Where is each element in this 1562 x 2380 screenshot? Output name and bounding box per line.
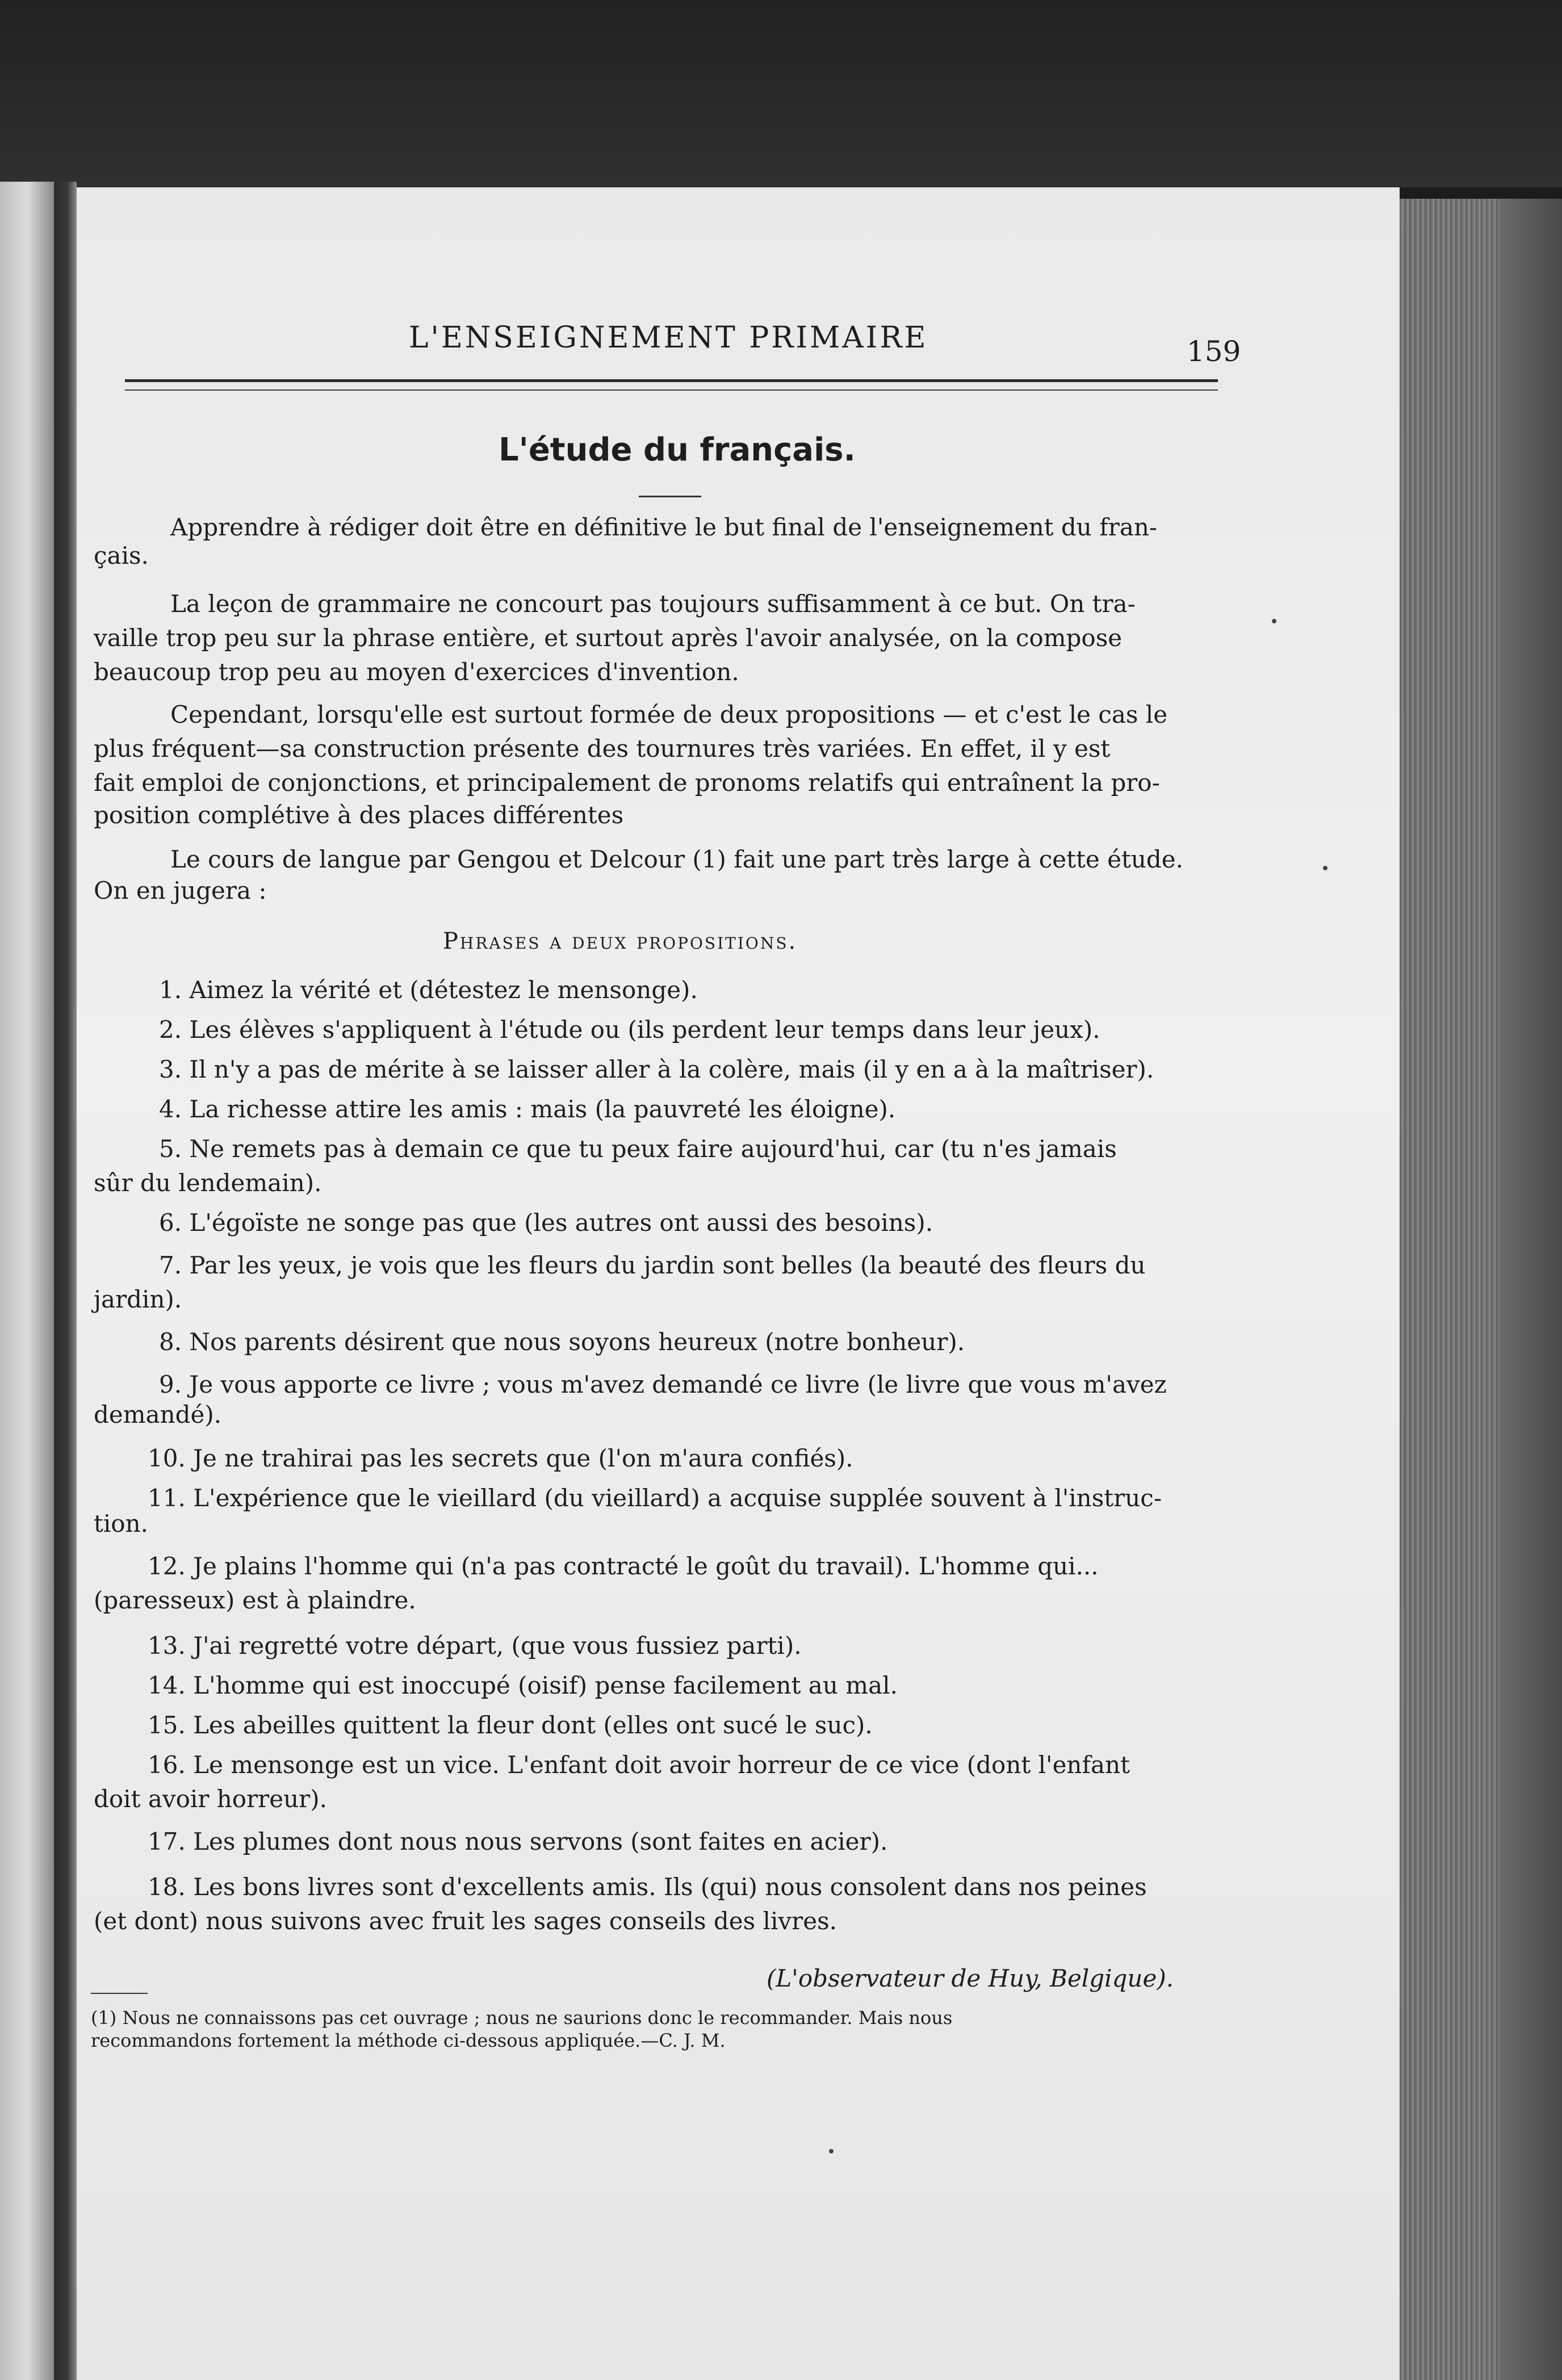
paragraph-line: position complétive à des places différentes: [94, 801, 624, 829]
example-line: 17. Les plumes dont nous nous servons (sont faites en acier).: [148, 1828, 888, 1855]
example-line: 14. L'homme qui est inoccupé (oisif) pense facilement au mal.: [148, 1671, 898, 1699]
paragraph-line: La leçon de grammaire ne concourt pas toujours suffisamment à ce but. On tra-: [170, 590, 1136, 618]
page-number: 159: [1187, 335, 1241, 368]
section-heading: Phrases a deux propositions.: [443, 928, 798, 954]
example-line: (et dont) nous suivons avec fruit les sages conseils des livres.: [94, 1907, 837, 1935]
paragraph-line: vaille trop peu sur la phrase entière, et surtout après l'avoir analysée, on la compose: [94, 624, 1123, 652]
paragraph-line: Le cours de langue par Gengou et Delcour (1) fait une part très large à cette étude.: [170, 845, 1183, 873]
scan-speck: [1272, 619, 1276, 623]
example-line: 4. La richesse attire les amis : mais (la pauvreté les éloigne).: [159, 1095, 896, 1123]
stacked-page-edges: [1391, 199, 1562, 2380]
left-page-edge: [0, 182, 54, 2380]
example-line: 8. Nos parents désirent que nous soyons heureux (notre bonheur).: [159, 1328, 965, 1356]
footnote-rule: [91, 1993, 148, 1994]
example-line: 1. Aimez la vérité et (détestez le mensonge).: [159, 976, 698, 1004]
footnote-line: recommandons fortement la méthode ci-dessous appliquée.—C. J. M.: [91, 2030, 726, 2051]
example-line: 12. Je plains l'homme qui (n'a pas contracté le goût du travail). L'homme qui...: [148, 1552, 1099, 1580]
example-line: 9. Je vous apporte ce livre ; vous m'avez demandé ce livre (le livre que vous m'avez: [159, 1371, 1167, 1398]
scan-speck: [1323, 866, 1328, 870]
article-title: L'étude du français.: [499, 431, 856, 468]
example-line: 10. Je ne trahirai pas les secrets que (l'on m'aura confiés).: [148, 1444, 853, 1472]
paragraph-line: fait emploi de conjonctions, et principalement de pronoms relatifs qui entraînent la pro-: [94, 769, 1160, 797]
paragraph-line: On en jugera :: [94, 877, 267, 904]
example-line: 18. Les bons livres sont d'excellents amis. Ils (qui) nous consolent dans nos peines: [148, 1873, 1147, 1901]
running-header: L'ENSEIGNEMENT PRIMAIRE: [409, 321, 928, 355]
scan-speck: [829, 2149, 834, 2153]
example-line: 15. Les abeilles quittent la fleur dont (elles ont sucé le suc).: [148, 1711, 873, 1739]
example-line: 7. Par les yeux, je vois que les fleurs du jardin sont belles (la beauté des fleurs du: [159, 1251, 1146, 1279]
title-separator: [639, 496, 701, 497]
paragraph-line: Cependant, lorsqu'elle est surtout formée de deux propositions — et c'est le cas le: [170, 701, 1168, 728]
example-line: demandé).: [94, 1401, 222, 1428]
book-binding: [54, 182, 77, 2380]
example-line: 3. Il n'y a pas de mérite à se laisser aller à la colère, mais (il y en a à la maîtriser).: [159, 1055, 1154, 1083]
header-rule-thick: [125, 379, 1218, 382]
example-line: (paresseux) est à plaindre.: [94, 1586, 416, 1614]
footnote-line: (1) Nous ne connaissons pas cet ouvrage ; nous ne saurions donc le recommander. Mais nous: [91, 2007, 953, 2029]
paragraph-line: plus fréquent—sa construction présente des tournures très variées. En effet, il y est: [94, 735, 1111, 762]
source-attribution: (L'observateur de Huy, Belgique).: [767, 1964, 1174, 1992]
example-line: 5. Ne remets pas à demain ce que tu peux faire aujourd'hui, car (tu n'es jamais: [159, 1135, 1117, 1163]
example-line: 6. L'égoïste ne songe pas que (les autres ont aussi des besoins).: [159, 1209, 933, 1237]
example-line: tion.: [94, 1510, 148, 1537]
example-line: jardin).: [94, 1285, 182, 1313]
example-line: sûr du lendemain).: [94, 1169, 322, 1197]
example-line: doit avoir horreur).: [94, 1785, 327, 1813]
paragraph-line: çais.: [94, 542, 149, 569]
example-line: 16. Le mensonge est un vice. L'enfant doit avoir horreur de ce vice (dont l'enfant: [148, 1751, 1130, 1779]
example-line: 13. J'ai regretté votre départ, (que vous fussiez parti).: [148, 1632, 802, 1660]
example-line: 11. L'expérience que le vieillard (du vieillard) a acquise supplée souvent à l'instruc-: [148, 1484, 1162, 1512]
paragraph-line: beaucoup trop peu au moyen d'exercices d'invention.: [94, 658, 739, 686]
example-line: 2. Les élèves s'appliquent à l'étude ou (ils perdent leur temps dans leur jeux).: [159, 1016, 1100, 1044]
paragraph-line: Apprendre à rédiger doit être en définitive le but final de l'enseignement du fran-: [170, 513, 1158, 541]
header-rule-thin: [125, 389, 1218, 391]
